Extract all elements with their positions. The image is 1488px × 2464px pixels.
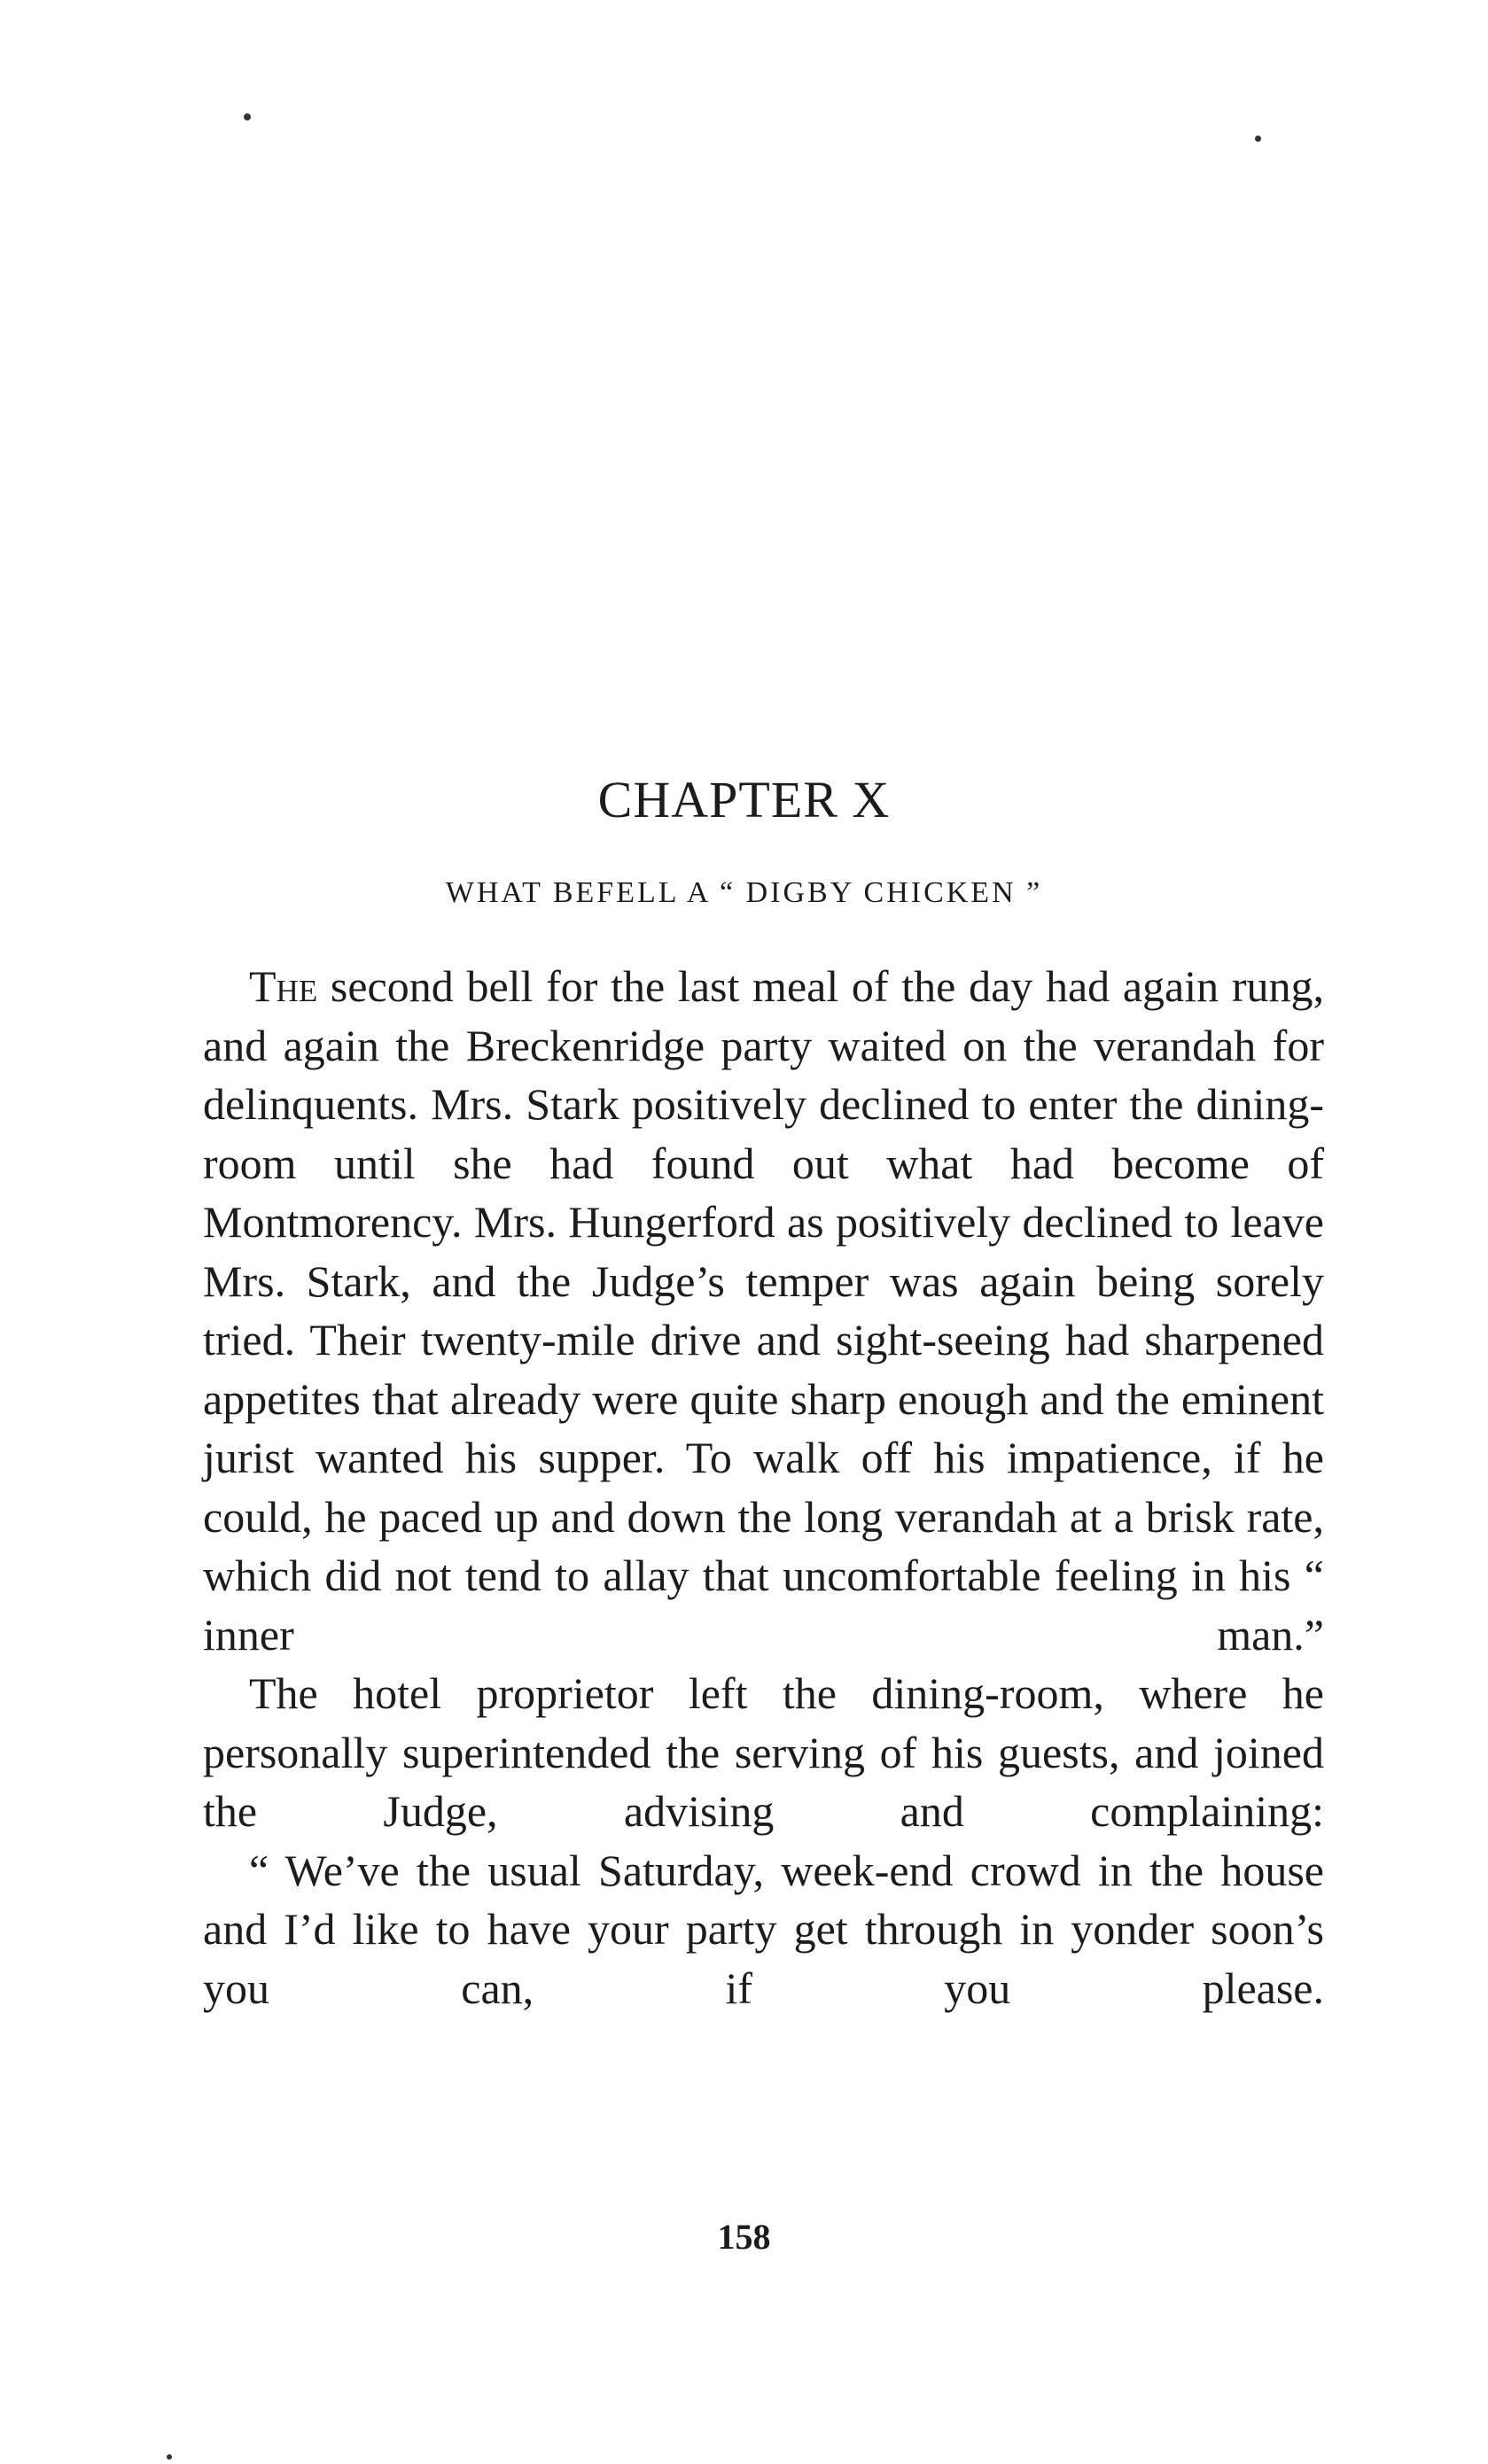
page-number: 158 (717, 2217, 771, 2257)
paragraph (203, 957, 1324, 1664)
print-speck (167, 2454, 172, 2460)
paragraph (203, 1664, 1324, 1841)
paragraph-text: The hotel proprietor left the dining-room, where he personally superintended the serving of his guests, and joined the Judge, advising and complaining: (203, 1668, 1324, 1836)
paragraph-text: second bell for the last meal of the day had again rung, and again the Breckenridge party waited on the verandah for delinquents. Mrs. Stark positively declined to enter the dining-room until she had found out what had become of Montmorency. Mrs. Hungerford as positively declined to leave Mrs. Stark, and the Judge’s temper was again being sorely tried. Their twenty-mile drive and sight-seeing had sharpened appetites that already were quite sharp enough and the eminent jurist wanted his supper. To walk off his impatience, if he could, he paced up and down the long verandah at a brisk rate, which did not tend to allay that uncomfortable feeling in his “ inner man.” (203, 961, 1324, 1660)
print-speck (1255, 136, 1261, 142)
paragraph-lead-word: The (249, 961, 318, 1011)
paragraph (203, 1841, 1324, 2018)
paragraph-text: “ We’ve the usual Saturday, week-end crowd in the house and I’d like to have your party get through in yonder soon’s you can, if you please. (203, 1845, 1324, 2013)
chapter-subtitle: WHAT BEFELL A “ DIGBY CHICKEN ” (445, 876, 1043, 909)
print-speck (244, 113, 251, 120)
chapter-body (203, 957, 1324, 2017)
chapter-title: CHAPTER X (597, 771, 891, 828)
